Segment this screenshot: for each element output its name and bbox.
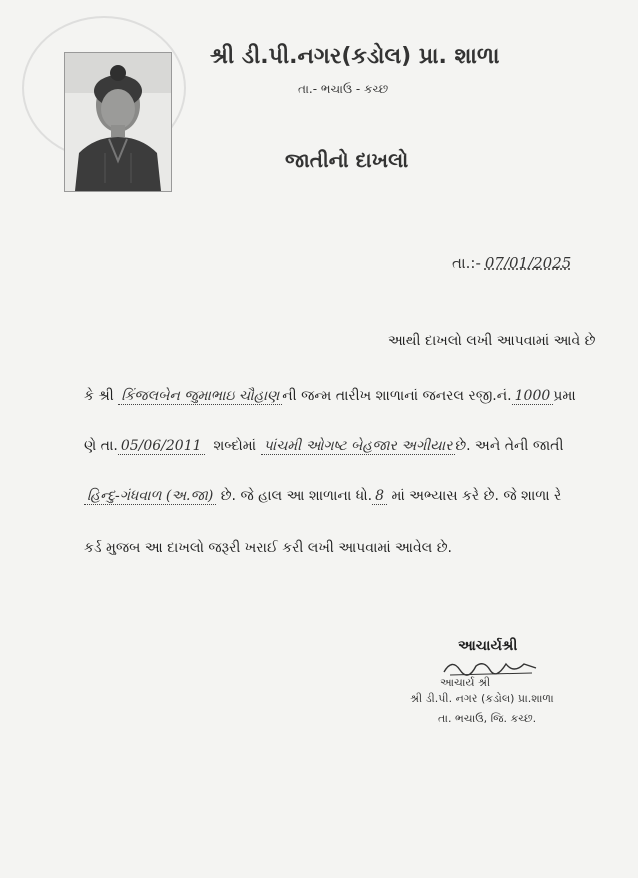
line3-middle: છે. જે હાલ આ શાળાના ધો.: [220, 488, 373, 504]
body-line-2: [84, 438, 563, 454]
stamp-title: આચાર્ય શ્રી: [440, 676, 491, 689]
date-value: 07/01/2025: [484, 254, 572, 272]
line1-middle: ની જન્મ તારીખ શાળાનાં જનરલ રજી.નં.: [282, 388, 512, 404]
stamp-taluka: તા. ભચાઉ, જિ. કચ્છ.: [438, 712, 537, 725]
stamp-school: શ્રી ડી.પી. નગર (કડોલ) પ્રા.શાળા: [410, 692, 554, 705]
document-title: જાતીનો દાખલો: [285, 148, 409, 172]
school-name: શ્રી ડી.પી.નગર(કડોલ) પ્રા. શાળા: [210, 44, 500, 69]
line1-suffix: પ્રમા: [553, 388, 576, 404]
birth-date: 05/06/2011: [118, 438, 205, 455]
line2-suffix: છે. અને તેની જાતી: [455, 438, 564, 454]
birth-date-words: પાંચમી ઓગષ્ટ બેહજાર અગીયાર: [261, 438, 456, 455]
body-line-3: [84, 488, 561, 504]
date-label: તા.:-: [452, 254, 481, 272]
student-name: કિંજલબેન જુમાભાઇ ચૌહાણ: [118, 388, 282, 405]
body-line-4: કર્ડ મુજબ આ દાખલો જરૂરી ખરાઈ કરી લખી આપવામાં આવેલ છે.: [84, 540, 452, 556]
taluka-line: તા.- ભચાઉ - કચ્છ: [298, 82, 389, 96]
intro-text: આથી દાખલો લખી આપવામાં આવે છે: [388, 333, 596, 349]
caste-value: હિન્દુ-ગંધવાળ (અ.જા): [84, 488, 216, 505]
principal-signature: [440, 656, 540, 678]
line2-prefix: ણે તા.: [84, 438, 118, 454]
principal-label: આચાર્યશ્રી: [458, 638, 518, 654]
standard-value: 8: [372, 488, 387, 505]
line3-suffix: માં અભ્યાસ કરે છે. જે શાળા રે: [391, 488, 562, 504]
line1-prefix: કે શ્રી: [84, 388, 114, 404]
body-line-1: [84, 388, 576, 404]
register-number: 1000: [512, 388, 554, 405]
student-photo: [64, 52, 172, 192]
words-label: શબ્દોમાં: [213, 438, 257, 454]
date-line: [452, 254, 575, 272]
